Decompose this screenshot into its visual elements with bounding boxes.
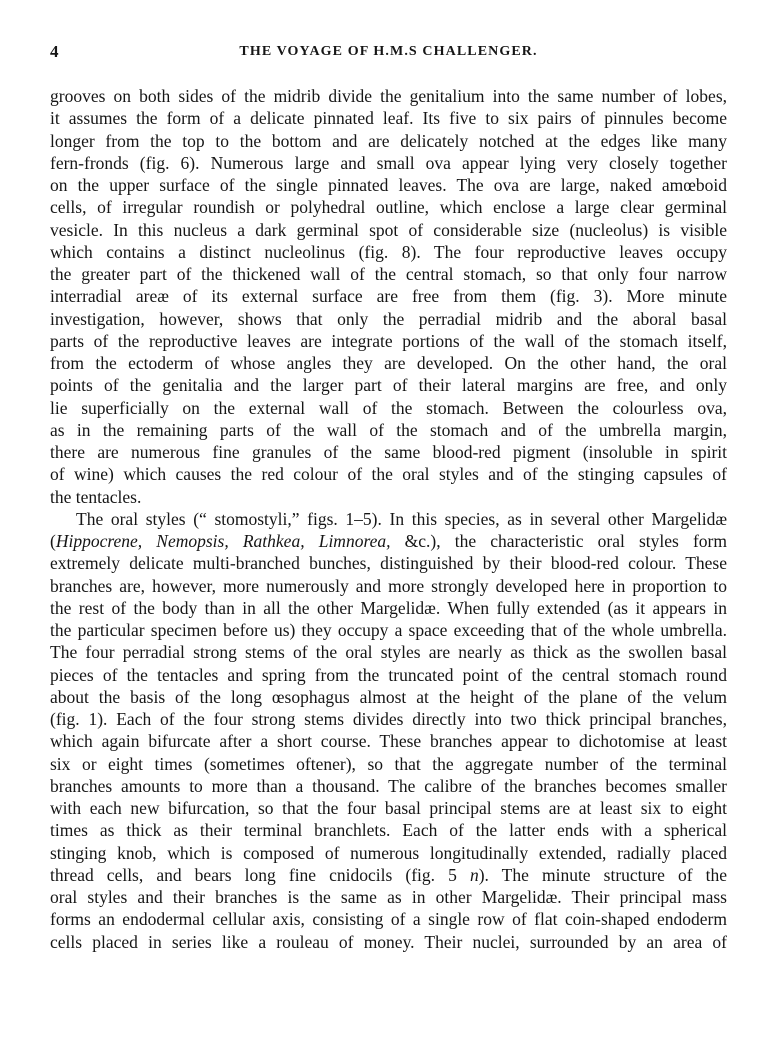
text-line: cells placed in series like a rouleau of money. Their nuclei, surrounded by an area of bbox=[50, 931, 727, 952]
text-line: with each new bifurcation, so that the four basal principal stems are at least six to eight bbox=[50, 798, 727, 818]
text-line: the greater part of the thickened wall of the central stomach, so that only four narrow bbox=[50, 264, 727, 284]
text-line: points of the genitalia and the larger part of their lateral margins are free, and only bbox=[50, 375, 727, 396]
text-line: stinging knob, which is composed of numerous longitudinally extended, radially placed bbox=[50, 842, 727, 863]
text-fragment: &c.), the characteristic oral styles form bbox=[390, 531, 727, 551]
text-line: as in the remaining parts of the wall of the stomach and of the umbrella margin, bbox=[50, 419, 727, 440]
text-line: grooves on both sides of the midrib divide the genitalium into the same number of lobes, bbox=[50, 86, 727, 106]
page-header bbox=[50, 42, 727, 66]
text-line: lie superficially on the external wall of the stomach. Between the colourless ova, bbox=[50, 397, 727, 418]
text-line: fern-fronds (fig. 6). Numerous large and small ova appear lying very closely together bbox=[50, 152, 727, 173]
text-line: there are numerous fine granules of the same blood-red pigment (insoluble in spirit bbox=[50, 442, 727, 462]
text-line: the particular specimen before us) they occupy a space exceeding that of the whole umbrella. bbox=[50, 620, 727, 640]
text-line: which again bifurcate after a short course. These branches appear to dichotomise at least bbox=[50, 731, 727, 752]
text-line: on the upper surface of the single pinnated leaves. The ova are large, naked amœboid bbox=[50, 175, 727, 195]
text-line: which contains a distinct nucleolinus (fig. 8). The four reproductive leaves occupy bbox=[50, 241, 727, 262]
text-line-genera bbox=[50, 530, 727, 552]
text-line: oral styles and their branches is the same as in other Margelidæ. Their principal mass bbox=[50, 887, 727, 907]
text-line: The four perradial strong stems of the oral styles are nearly as thick as the swollen basal bbox=[50, 642, 727, 663]
paragraph-oral-styles bbox=[50, 508, 727, 953]
text-line: the tentacles. bbox=[50, 486, 142, 507]
page-number: 4 bbox=[50, 42, 59, 61]
text-line: about the basis of the long œsophagus almost at the height of the plane of the velum bbox=[50, 686, 727, 707]
text-line: pieces of the tentacles and spring from the truncated point of the central stomach round bbox=[50, 664, 727, 685]
text-line-fig5 bbox=[50, 864, 727, 886]
text-line: vesicle. In this nucleus a dark germinal spot of considerable size (nucleolus) is visible bbox=[50, 219, 727, 240]
figure-label: n bbox=[469, 864, 479, 885]
text-line: six or eight times (sometimes oftener), so that the aggregate number of the terminal bbox=[50, 753, 727, 774]
text-line: parts of the reproductive leaves are integrate portions of the wall of the stomach itself, bbox=[50, 330, 727, 351]
text-line: cells, of irregular roundish or polyhedral outline, which enclose a large clear germinal bbox=[50, 197, 727, 218]
text-line: it assumes the form of a delicate pinnated leaf. Its five to six pairs of pinnules become bbox=[50, 108, 727, 129]
text-line: The oral styles (“ stomostyli,” figs. 1–5). In this species, as in several other Margelidæ bbox=[76, 508, 727, 529]
text-line: extremely delicate multi-branched bunches, distinguished by their blood-red colour. These bbox=[50, 553, 727, 574]
open-paren: ( bbox=[50, 531, 56, 551]
genera-list: Hippocrene, Nemopsis, Rathkea, Limnorea, bbox=[55, 531, 391, 551]
text-line: forms an endodermal cellular axis, consisting of a single row of flat coin-shaped endoderm bbox=[50, 909, 727, 930]
text-line: branches are, however, more numerously and more strongly developed here in proportion to bbox=[50, 575, 727, 596]
text-line: the rest of the body than in all the other Margelidæ. When fully extended (as it appears in bbox=[50, 597, 727, 618]
paragraph-genitalia bbox=[50, 85, 727, 508]
running-title: THE VOYAGE OF H.M.S CHALLENGER. bbox=[239, 44, 538, 59]
text-line: of wine) which causes the red colour of the oral styles and of the stinging capsules of bbox=[50, 464, 727, 485]
text-line: branches amounts to more than a thousand. The calibre of the branches becomes smaller bbox=[50, 775, 727, 796]
text-line: interradial areæ of its external surface are free from them (fig. 3). More minute bbox=[50, 286, 727, 307]
text-line: (fig. 1). Each of the four strong stems divides directly into two thick principal branches, bbox=[50, 709, 727, 729]
text-line: from the ectoderm of whose angles they are developed. On the other hand, the oral bbox=[50, 353, 727, 373]
text-fragment: thread cells, and bears long fine cnidocils (fig. 5 bbox=[50, 864, 470, 885]
text-fragment: ). The minute structure of the bbox=[478, 864, 727, 885]
text-line: investigation, however, shows that only the perradial midrib and the aboral basal bbox=[50, 308, 727, 329]
text-line: times as thick as their terminal branchlets. Each of the latter ends with a spherical bbox=[50, 820, 727, 841]
body-text bbox=[50, 85, 727, 953]
text-line: longer from the top to the bottom and are delicately notched at the edges like many bbox=[50, 130, 727, 151]
